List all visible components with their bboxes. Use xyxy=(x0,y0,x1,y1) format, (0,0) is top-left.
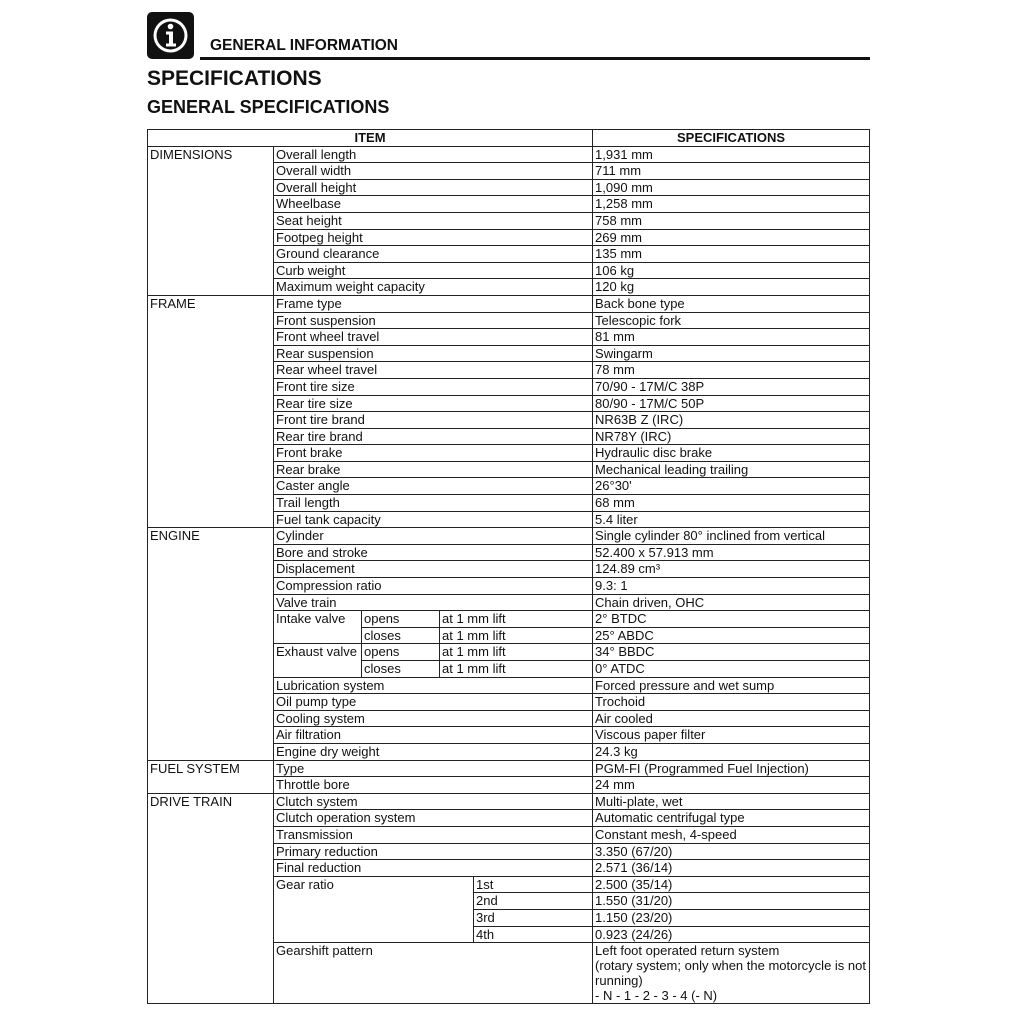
intake-valve-label: Intake valve xyxy=(274,611,362,644)
item-name: Oil pump type xyxy=(274,694,593,711)
item-value: 0° ATDC xyxy=(593,661,870,678)
item-value: 711 mm xyxy=(593,163,870,180)
item-name: Displacement xyxy=(274,561,593,578)
item-value: 78 mm xyxy=(593,362,870,379)
valve-lift-label: at 1 mm lift xyxy=(440,644,593,661)
item-name: Footpeg height xyxy=(274,229,593,246)
section-label: DIMENSIONS xyxy=(148,146,274,295)
item-name: Rear wheel travel xyxy=(274,362,593,379)
item-value: 124.89 cm³ xyxy=(593,561,870,578)
valve-opens-label: opens xyxy=(362,611,440,628)
item-name: Final reduction xyxy=(274,860,593,877)
section-label: ENGINE xyxy=(148,528,274,760)
item-value: Single cylinder 80° inclined from vertical xyxy=(593,528,870,545)
item-value: 1.550 (31/20) xyxy=(593,893,870,910)
item-name: Bore and stroke xyxy=(274,544,593,561)
item-name: Trail length xyxy=(274,495,593,512)
item-name: Throttle bore xyxy=(274,777,593,794)
table-body xyxy=(148,146,870,1004)
item-name: Front tire brand xyxy=(274,412,593,429)
item-name: Clutch system xyxy=(274,793,593,810)
page-title: SPECIFICATIONS xyxy=(147,67,322,90)
item-name: Overall length xyxy=(274,146,593,163)
item-value: 24 mm xyxy=(593,777,870,794)
item-value: 5.4 liter xyxy=(593,511,870,528)
item-value: 2.500 (35/14) xyxy=(593,876,870,893)
item-value: Hydraulic disc brake xyxy=(593,445,870,462)
item-name: Overall height xyxy=(274,179,593,196)
item-name: Air filtration xyxy=(274,727,593,744)
table-row xyxy=(148,295,870,312)
column-header-specifications: SPECIFICATIONS xyxy=(593,130,870,147)
item-value: PGM-FI (Programmed Fuel Injection) xyxy=(593,760,870,777)
valve-closes-label: closes xyxy=(362,627,440,644)
item-name: Cylinder xyxy=(274,528,593,545)
item-name: Rear tire brand xyxy=(274,428,593,445)
table-row xyxy=(148,793,870,810)
item-name: Fuel tank capacity xyxy=(274,511,593,528)
item-value: 2.571 (36/14) xyxy=(593,860,870,877)
item-name: Ground clearance xyxy=(274,246,593,263)
item-name: Front brake xyxy=(274,445,593,462)
item-name: Rear brake xyxy=(274,461,593,478)
item-name: Lubrication system xyxy=(274,677,593,694)
specifications-table xyxy=(147,129,870,1004)
item-value: Telescopic fork xyxy=(593,312,870,329)
item-value: Trochoid xyxy=(593,694,870,711)
item-value: Constant mesh, 4-speed xyxy=(593,826,870,843)
item-value: 68 mm xyxy=(593,495,870,512)
item-value: 106 kg xyxy=(593,262,870,279)
valve-lift-label: at 1 mm lift xyxy=(440,627,593,644)
item-value: Air cooled xyxy=(593,710,870,727)
item-value: 26°30' xyxy=(593,478,870,495)
item-value: 80/90 - 17M/C 50P xyxy=(593,395,870,412)
item-name: Caster angle xyxy=(274,478,593,495)
item-value: 758 mm xyxy=(593,212,870,229)
section-label: FUEL SYSTEM xyxy=(148,760,274,793)
item-name: Valve train xyxy=(274,594,593,611)
item-value: 70/90 - 17M/C 38P xyxy=(593,378,870,395)
item-value: 25° ABDC xyxy=(593,627,870,644)
valve-opens-label: opens xyxy=(362,644,440,661)
valve-lift-label: at 1 mm lift xyxy=(440,611,593,628)
item-value: 0.923 (24/26) xyxy=(593,926,870,943)
item-value: Swingarm xyxy=(593,345,870,362)
valve-closes-label: closes xyxy=(362,661,440,678)
gear-name: 2nd xyxy=(474,893,593,910)
item-value: Forced pressure and wet sump xyxy=(593,677,870,694)
item-value: 135 mm xyxy=(593,246,870,263)
item-name: Engine dry weight xyxy=(274,743,593,760)
item-value: 3.350 (67/20) xyxy=(593,843,870,860)
item-value: 81 mm xyxy=(593,329,870,346)
item-value: NR63B Z (IRC) xyxy=(593,412,870,429)
item-name: Primary reduction xyxy=(274,843,593,860)
item-name: Front suspension xyxy=(274,312,593,329)
item-value: 1,258 mm xyxy=(593,196,870,213)
item-value: 34° BBDC xyxy=(593,644,870,661)
info-icon xyxy=(147,12,194,59)
item-value: Back bone type xyxy=(593,295,870,312)
column-header-item: ITEM xyxy=(148,130,593,147)
item-value: 120 kg xyxy=(593,279,870,296)
item-name: Compression ratio xyxy=(274,578,593,595)
item-value: 9.3: 1 xyxy=(593,578,870,595)
item-name: Wheelbase xyxy=(274,196,593,213)
item-value: 24.3 kg xyxy=(593,743,870,760)
section-label: FRAME xyxy=(148,295,274,527)
valve-lift-label: at 1 mm lift xyxy=(440,661,593,678)
item-name: Maximum weight capacity xyxy=(274,279,593,296)
page-subtitle: GENERAL SPECIFICATIONS xyxy=(147,97,390,117)
item-value: Mechanical leading trailing xyxy=(593,461,870,478)
item-name: Cooling system xyxy=(274,710,593,727)
item-name: Clutch operation system xyxy=(274,810,593,827)
table-header-row xyxy=(148,130,870,147)
table-row xyxy=(148,528,870,545)
item-value: 1.150 (23/20) xyxy=(593,909,870,926)
gear-name: 3rd xyxy=(474,909,593,926)
exhaust-valve-label: Exhaust valve xyxy=(274,644,362,677)
gear-name: 1st xyxy=(474,876,593,893)
item-name: Front tire size xyxy=(274,378,593,395)
header-rule xyxy=(200,57,870,60)
section-label: DRIVE TRAIN xyxy=(148,793,274,1003)
item-name: Overall width xyxy=(274,163,593,180)
item-name: Frame type xyxy=(274,295,593,312)
item-value: 269 mm xyxy=(593,229,870,246)
table-row xyxy=(148,146,870,163)
item-value: 52.400 x 57.913 mm xyxy=(593,544,870,561)
item-value: Left foot operated return system (rotary system; only when the motorcycle is not running) - N - 1 - 2 - 3 - 4 (- N) xyxy=(593,943,870,1004)
item-value: Automatic centrifugal type xyxy=(593,810,870,827)
item-value: Viscous paper filter xyxy=(593,727,870,744)
item-value: 2° BTDC xyxy=(593,611,870,628)
item-name: Rear suspension xyxy=(274,345,593,362)
table-row xyxy=(148,760,870,777)
gear-ratio-label: Gear ratio xyxy=(274,876,474,942)
item-name: Seat height xyxy=(274,212,593,229)
item-value: 1,931 mm xyxy=(593,146,870,163)
item-value: Multi-plate, wet xyxy=(593,793,870,810)
item-value: NR78Y (IRC) xyxy=(593,428,870,445)
item-name: Curb weight xyxy=(274,262,593,279)
gear-name: 4th xyxy=(474,926,593,943)
item-name: Gearshift pattern xyxy=(274,943,593,1004)
item-value: Chain driven, OHC xyxy=(593,594,870,611)
item-value: 1,090 mm xyxy=(593,179,870,196)
item-name: Type xyxy=(274,760,593,777)
item-name: Rear tire size xyxy=(274,395,593,412)
item-name: Transmission xyxy=(274,826,593,843)
item-name: Front wheel travel xyxy=(274,329,593,346)
section-header: GENERAL INFORMATION xyxy=(210,37,399,54)
